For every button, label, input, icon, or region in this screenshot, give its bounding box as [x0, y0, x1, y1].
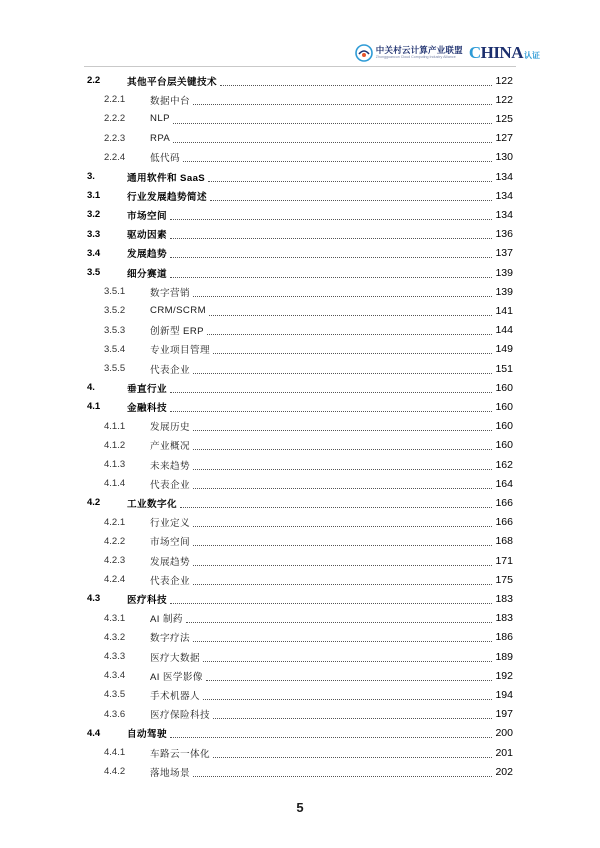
- toc-entry-number: 4.1.3: [104, 459, 126, 471]
- alliance-name: 中关村云计算产业联盟: [375, 44, 463, 55]
- toc-leader-dots: [183, 160, 492, 162]
- toc-entry-title: 代表企业: [150, 575, 190, 587]
- toc-entry-number: 2.2.4: [104, 151, 126, 163]
- toc-entry-number: 4.3.3: [104, 651, 126, 663]
- toc-entry-page: 160: [495, 381, 513, 394]
- toc-entry-number: 3.1: [87, 190, 101, 202]
- toc-leader-dots: [193, 429, 492, 431]
- toc-entry[interactable]: [0, 417, 600, 436]
- toc-entry-title: CRM/SCRM: [150, 305, 206, 317]
- toc-entry-number: 4.1.2: [104, 439, 126, 451]
- toc-entry-page: 134: [495, 208, 513, 221]
- toc-entry[interactable]: [0, 90, 600, 109]
- toc-entry[interactable]: [0, 513, 600, 532]
- toc-entry-page: 160: [495, 400, 513, 413]
- toc-entry-title: 数字营销: [150, 287, 190, 299]
- toc-entry[interactable]: [0, 532, 600, 551]
- toc-entry-number: 4.4.2: [104, 766, 126, 778]
- toc-entry-title: 数据中台: [150, 95, 190, 107]
- toc-entry-title: NLP: [150, 113, 170, 125]
- toc-entry-page: 166: [495, 496, 513, 509]
- toc-entry-number: 3.5: [87, 267, 101, 279]
- toc-entry-number: 3.5.4: [104, 343, 126, 355]
- toc-leader-dots: [213, 352, 492, 354]
- toc-entry-page: 127: [495, 132, 513, 145]
- toc-entry-title: 其他平台层关键技术: [127, 76, 217, 88]
- toc-entry-title: 专业项目管理: [150, 345, 210, 357]
- toc-entry[interactable]: [0, 589, 600, 608]
- toc-entry-title: 驱动因素: [127, 230, 167, 242]
- toc-entry-number: 3.4: [87, 247, 101, 259]
- toc-leader-dots: [210, 199, 492, 201]
- toc-entry-number: 4.2.2: [104, 535, 126, 547]
- toc-entry[interactable]: [0, 397, 600, 416]
- toc-entry[interactable]: [0, 340, 600, 359]
- toc-entry-title: 工业数字化: [127, 498, 177, 510]
- toc-leader-dots: [170, 391, 492, 393]
- toc-entry-number: 4.3.2: [104, 631, 126, 643]
- toc-entry[interactable]: [0, 109, 600, 128]
- toc-entry-title: 自动驾驶: [127, 729, 167, 741]
- toc-entry-page: 164: [495, 477, 513, 490]
- toc-entry-page: 122: [495, 93, 513, 106]
- toc-entry-number: 4.4.1: [104, 747, 126, 759]
- toc-entry-page: 175: [495, 573, 513, 586]
- toc-entry-title: 发展历史: [150, 422, 190, 434]
- toc-leader-dots: [193, 544, 492, 546]
- toc-entry[interactable]: [0, 359, 600, 378]
- toc-entry-number: 3.3: [87, 228, 101, 240]
- toc-entry-page: 134: [495, 189, 513, 202]
- toc-leader-dots: [220, 84, 492, 86]
- toc-leader-dots: [208, 180, 492, 182]
- alliance-name-en: Zhongguancun Cloud Computing Industry Alliance: [375, 55, 456, 60]
- toc-entry-page: 186: [495, 631, 513, 644]
- toc-entry[interactable]: [0, 244, 600, 263]
- toc-leader-dots: [203, 698, 492, 700]
- page-number: 5: [296, 800, 304, 815]
- toc-leader-dots: [203, 660, 492, 662]
- toc-entry-number: 3.5.3: [104, 324, 126, 336]
- toc-entry-title: 垂直行业: [127, 383, 167, 395]
- toc-entry-number: 4.2.1: [104, 516, 126, 528]
- toc-leader-dots: [170, 256, 492, 258]
- toc-entry-number: 3.5.2: [104, 305, 126, 317]
- toc-entry-number: 2.2.2: [104, 113, 126, 125]
- toc-entry-number: 4.3.4: [104, 670, 126, 682]
- toc-leader-dots: [173, 141, 492, 143]
- toc-leader-dots: [207, 333, 492, 335]
- toc-entry-page: 200: [495, 727, 513, 740]
- toc-entry-page: 149: [495, 343, 513, 356]
- toc-entry-title: 市场空间: [127, 210, 167, 222]
- toc-entry[interactable]: [0, 474, 600, 493]
- china-logo: [469, 43, 540, 63]
- toc-leader-dots: [173, 122, 492, 124]
- toc-entry-page: 160: [495, 439, 513, 452]
- toc-leader-dots: [193, 564, 492, 566]
- toc-entry-number: 3.5.5: [104, 363, 126, 375]
- toc-entry[interactable]: [0, 167, 600, 186]
- toc-leader-dots: [193, 295, 492, 297]
- toc-entry-page: 192: [495, 669, 513, 682]
- toc-entry[interactable]: [0, 666, 600, 685]
- toc-entry-number: 4.1: [87, 401, 101, 413]
- toc-entry-title: 通用软件和 SaaS: [127, 172, 206, 184]
- toc-entry-title: 手术机器人: [150, 690, 200, 702]
- toc-entry-number: 4.3.6: [104, 708, 126, 720]
- toc-entry-number: 4.3: [87, 593, 101, 605]
- page-header: [355, 40, 540, 66]
- toc-leader-dots: [193, 640, 492, 642]
- toc-entry[interactable]: [0, 71, 600, 90]
- toc-leader-dots: [209, 314, 492, 316]
- toc-entry-number: 4.2.3: [104, 555, 126, 567]
- toc-entry-title: AI 医学影像: [150, 671, 203, 683]
- toc-leader-dots: [170, 237, 492, 239]
- toc-entry-number: 3.: [87, 171, 95, 183]
- toc-entry-page: 137: [495, 247, 513, 260]
- toc-entry-title: AI 制药: [150, 614, 183, 626]
- toc-entry-title: 医疗保险科技: [150, 710, 210, 722]
- toc-entry[interactable]: [0, 378, 600, 397]
- zgc-alliance-logo: [355, 44, 463, 62]
- toc-entry-number: 4.2.4: [104, 574, 126, 586]
- toc-entry[interactable]: [0, 724, 600, 743]
- toc-leader-dots: [193, 487, 492, 489]
- toc-leader-dots: [193, 525, 492, 527]
- toc-entry-title: 行业发展趋势简述: [127, 191, 207, 203]
- toc-entry-page: 130: [495, 151, 513, 164]
- toc-entry-title: 创新型 ERP: [150, 326, 204, 338]
- toc-entry[interactable]: [0, 609, 600, 628]
- toc-entry[interactable]: [0, 186, 600, 205]
- toc-leader-dots: [170, 218, 492, 220]
- toc-leader-dots: [193, 103, 492, 105]
- toc-entry-page: 201: [495, 746, 513, 759]
- toc-entry-title: 金融科技: [127, 402, 167, 414]
- toc-entry-page: 171: [495, 554, 513, 567]
- toc-leader-dots: [186, 621, 492, 623]
- toc-entry-title: 代表企业: [150, 364, 190, 376]
- toc-entry[interactable]: [0, 762, 600, 781]
- toc-leader-dots: [170, 410, 492, 412]
- toc-entry-page: 125: [495, 112, 513, 125]
- toc-entry-page: 141: [495, 304, 513, 317]
- toc-entry[interactable]: [0, 685, 600, 704]
- toc-leader-dots: [213, 756, 492, 758]
- toc-entry[interactable]: [0, 493, 600, 512]
- toc-leader-dots: [213, 717, 492, 719]
- toc-entry-page: 183: [495, 612, 513, 625]
- toc-entry-title: 低代码: [150, 153, 180, 165]
- toc-entry-page: 136: [495, 228, 513, 241]
- toc-entry-title: RPA: [150, 132, 171, 144]
- toc-entry-number: 4.2: [87, 497, 101, 509]
- toc-entry-page: 183: [495, 592, 513, 605]
- toc-entry[interactable]: [0, 647, 600, 666]
- toc-entry-page: 134: [495, 170, 513, 183]
- toc-entry-title: 产业概况: [150, 441, 190, 453]
- toc-entry-number: 3.5.1: [104, 286, 126, 298]
- toc-entry-number: 2.2: [87, 75, 101, 87]
- toc-leader-dots: [170, 276, 492, 278]
- toc-entry-title: 市场空间: [150, 537, 190, 549]
- toc-entry[interactable]: [0, 551, 600, 570]
- toc-leader-dots: [170, 602, 492, 604]
- china-logo-c: C: [468, 43, 481, 62]
- toc-entry-title: 未来趋势: [150, 460, 190, 472]
- toc-entry-page: 166: [495, 516, 513, 529]
- toc-entry-title: 医疗科技: [127, 594, 167, 606]
- toc-entry[interactable]: [0, 743, 600, 762]
- toc-entry[interactable]: [0, 570, 600, 589]
- china-logo-badge: 认证: [524, 51, 540, 60]
- toc-entry-page: 151: [495, 362, 513, 375]
- toc-entry-number: 2.2.3: [104, 132, 126, 144]
- toc-entry[interactable]: [0, 225, 600, 244]
- toc-entry-title: 医疗大数据: [150, 652, 200, 664]
- toc-leader-dots: [206, 679, 492, 681]
- toc-leader-dots: [180, 506, 492, 508]
- toc-entry[interactable]: [0, 321, 600, 340]
- toc-entry-page: 139: [495, 285, 513, 298]
- toc-entry-page: 189: [495, 650, 513, 663]
- china-logo-text: HINA: [480, 43, 523, 62]
- toc-entry[interactable]: [0, 628, 600, 647]
- toc-entry-title: 车路云一体化: [150, 748, 210, 760]
- toc-entry[interactable]: [0, 301, 600, 320]
- toc-entry[interactable]: [0, 263, 600, 282]
- toc-leader-dots: [193, 583, 492, 585]
- toc-entry-title: 数字疗法: [150, 633, 190, 645]
- toc-leader-dots: [193, 372, 492, 374]
- header-divider: [84, 66, 516, 67]
- toc-entry[interactable]: [0, 205, 600, 224]
- toc-entry-title: 代表企业: [150, 479, 190, 491]
- toc-entry-title: 细分赛道: [127, 268, 167, 280]
- toc-entry-title: 落地场景: [150, 767, 190, 779]
- toc-leader-dots: [193, 448, 492, 450]
- toc-entry-number: 2.2.1: [104, 94, 126, 106]
- toc-entry-number: 4.: [87, 382, 95, 394]
- toc-entry[interactable]: [0, 282, 600, 301]
- toc-entry[interactable]: [0, 436, 600, 455]
- toc-entry-number: 4.1.4: [104, 478, 126, 490]
- toc-entry-number: 4.3.5: [104, 689, 126, 701]
- toc-entry-title: 行业定义: [150, 518, 190, 530]
- toc-entry[interactable]: [0, 129, 600, 148]
- toc-entry-page: 168: [495, 535, 513, 548]
- toc-entry-title: 发展趋势: [127, 249, 167, 261]
- toc-entry-page: 144: [495, 324, 513, 337]
- toc-entry[interactable]: [0, 705, 600, 724]
- cloud-logo-icon: [355, 44, 373, 62]
- toc-entry-page: 122: [495, 74, 513, 87]
- toc-entry-page: 160: [495, 420, 513, 433]
- toc-entry-number: 4.1.1: [104, 420, 126, 432]
- toc-leader-dots: [170, 736, 492, 738]
- toc-entry-number: 3.2: [87, 209, 101, 221]
- toc-entry-number: 4.4: [87, 727, 101, 739]
- toc-entry[interactable]: [0, 455, 600, 474]
- toc-entry-page: 197: [495, 708, 513, 721]
- toc-entry-page: 194: [495, 688, 513, 701]
- toc-entry[interactable]: [0, 148, 600, 167]
- toc-entry-title: 发展趋势: [150, 556, 190, 568]
- toc-entry-page: 202: [495, 765, 513, 778]
- toc-entry-page: 162: [495, 458, 513, 471]
- toc-entry-page: 139: [495, 266, 513, 279]
- toc-leader-dots: [193, 775, 492, 777]
- toc-leader-dots: [193, 468, 492, 470]
- toc-entry-number: 4.3.1: [104, 612, 126, 624]
